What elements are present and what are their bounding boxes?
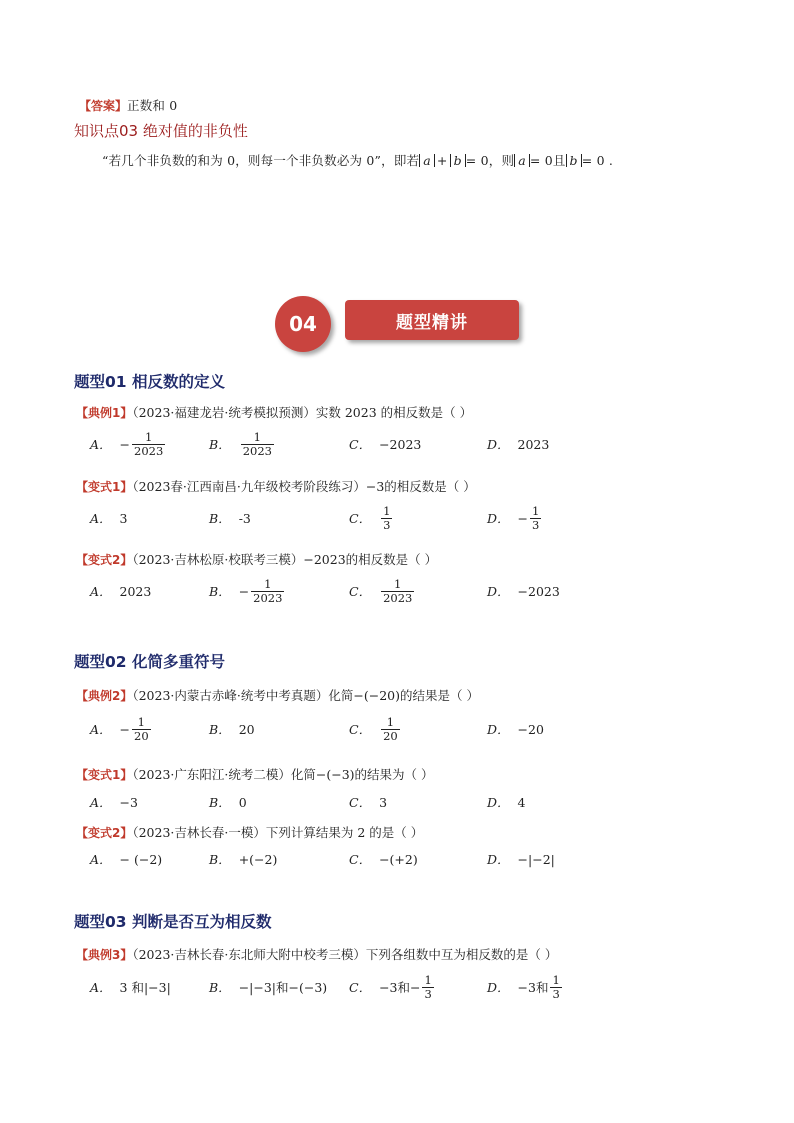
question-text: （2023·福建龙岩·统考模拟预测）实数 2023 的相反数是（ ） (132, 405, 473, 420)
fraction-numerator: 1 (144, 429, 153, 444)
answer-option[interactable] (487, 844, 555, 874)
fraction (381, 578, 414, 605)
option-letter: A． (90, 584, 112, 599)
question-tag: 【典例2】 (76, 689, 133, 703)
fraction-denominator: 2023 (383, 590, 413, 605)
fraction-numerator: 1 (264, 576, 272, 591)
abs-b2: b (566, 154, 582, 167)
abs-b: b (450, 154, 466, 167)
option-value: 3 和|−3| (119, 980, 171, 995)
question-tag: 【变式1】 (76, 480, 133, 494)
question-stem (76, 765, 434, 783)
knowledge-point-title: 知识点03 绝对值的非负性 (74, 122, 248, 140)
question-stem (76, 823, 423, 841)
fraction-denominator: 3 (424, 986, 432, 1001)
question-stem (76, 550, 437, 568)
fraction-denominator: 20 (134, 728, 149, 743)
option-prefix: − (119, 436, 131, 452)
answer-text: 正数和 0 (127, 98, 178, 113)
question-text: （2023春·江西南昌·九年级校考阶段练习）−3的相反数是（ ） (132, 479, 476, 494)
kp-eq0: = 0，则 (465, 153, 515, 168)
kp-end: = 0 . (581, 153, 614, 168)
option-letter: D． (487, 584, 510, 599)
question-stem (76, 403, 472, 421)
answer-option[interactable] (487, 787, 525, 817)
option-letter: A． (90, 722, 112, 737)
question-text: （2023·广东阳江·统考二模）化简−(−3)的结果为（ ） (132, 767, 434, 782)
question-tag: 【变式1】 (76, 768, 133, 782)
section-title: 题型03 判断是否互为相反数 (74, 913, 272, 931)
option-letter: A． (90, 980, 112, 995)
answer-option[interactable] (90, 787, 138, 817)
fraction-numerator: 1 (532, 503, 540, 518)
fraction-numerator: 1 (552, 972, 560, 987)
option-value: −|−2| (517, 851, 555, 867)
question-text: （2023·吉林松原·校联考三模）−2023的相反数是（ ） (132, 552, 438, 567)
question-stem (76, 945, 557, 963)
kp-plus: + (436, 153, 448, 168)
fraction-denominator: 20 (383, 728, 398, 743)
kp-eq0b: = 0且 (529, 153, 566, 168)
section-banner (345, 300, 519, 340)
answer-option[interactable] (487, 714, 544, 744)
option-letter: C． (349, 722, 372, 737)
option-value: −(+2) (379, 851, 418, 867)
fraction (241, 431, 274, 458)
section-number-badge (275, 296, 331, 352)
answer-option[interactable] (209, 429, 276, 459)
option-prefix: − (119, 721, 131, 737)
answer-option[interactable] (487, 576, 560, 606)
option-value: 3 (119, 510, 128, 526)
answer-option[interactable] (90, 844, 162, 874)
question-tag: 【典例3】 (76, 948, 133, 962)
option-prefix: −3和− (379, 980, 421, 995)
option-value: +(−2) (238, 851, 278, 867)
knowledge-point-body (102, 151, 613, 169)
answer-option[interactable] (90, 429, 167, 459)
option-letter: B． (209, 980, 231, 995)
abs-a2: a (514, 154, 530, 167)
fraction-denominator: 2023 (253, 590, 283, 605)
question-stem (76, 686, 479, 704)
fraction (381, 716, 400, 743)
option-letter: D． (487, 980, 510, 995)
option-letter: A． (90, 437, 112, 452)
kp-text: “若几个非负数的和为 0，则每一个非负数必为 0”，即若 (102, 153, 420, 168)
fraction-denominator: 2023 (134, 443, 164, 458)
answer-option[interactable] (90, 972, 171, 1002)
option-value: − (−2) (119, 851, 163, 867)
option-value: −|−3|和−(−3) (238, 980, 328, 995)
fraction (530, 505, 541, 532)
option-letter: A． (90, 511, 112, 526)
question-tag: 【典例1】 (76, 406, 133, 420)
option-letter: C． (349, 584, 372, 599)
option-letter: D． (487, 722, 510, 737)
answer-option[interactable] (487, 503, 543, 533)
answer-option[interactable] (349, 503, 394, 533)
answer-option[interactable] (90, 714, 153, 744)
fraction-numerator: 1 (137, 714, 145, 729)
option-value: 2023 (119, 583, 152, 599)
option-letter: B． (209, 795, 231, 810)
option-value: 3 (379, 794, 388, 810)
option-letter: C． (349, 437, 372, 452)
option-letter: C． (349, 795, 372, 810)
option-value: 2023 (517, 436, 550, 452)
answer-option[interactable] (487, 429, 549, 459)
fraction-denominator: 2023 (242, 443, 272, 458)
fraction-numerator: 1 (424, 972, 432, 987)
section-title: 题型02 化简多重符号 (74, 653, 225, 671)
section-title: 题型01 相反数的定义 (74, 373, 225, 391)
answer-option[interactable] (209, 503, 251, 533)
option-value: 20 (238, 721, 255, 737)
fraction-numerator: 1 (394, 576, 402, 591)
fraction-numerator: 1 (386, 714, 395, 729)
option-letter: A． (90, 852, 112, 867)
fraction-denominator: 3 (383, 517, 391, 532)
answer-option[interactable] (349, 714, 402, 744)
option-value: −2023 (517, 583, 560, 599)
fraction (132, 431, 165, 458)
fraction (381, 505, 392, 532)
fraction (132, 716, 151, 743)
option-letter: D． (487, 511, 510, 526)
question-tag: 【变式2】 (76, 826, 133, 840)
option-value: −20 (517, 721, 544, 737)
option-letter: D． (487, 437, 510, 452)
answer-option[interactable] (209, 576, 286, 606)
option-letter: B． (209, 584, 231, 599)
answer-option[interactable] (90, 576, 151, 606)
question-tag: 【变式2】 (76, 553, 133, 567)
option-letter: C． (349, 980, 372, 995)
answer-option[interactable] (209, 714, 255, 744)
option-letter: A． (90, 795, 112, 810)
option-value: -3 (238, 510, 251, 526)
answer-option[interactable] (90, 503, 127, 533)
fraction-denominator: 3 (532, 517, 540, 532)
option-letter: C． (349, 852, 372, 867)
answer-option[interactable] (349, 787, 387, 817)
section-number: 04 (289, 312, 317, 336)
option-letter: C． (349, 511, 372, 526)
fraction-denominator: 3 (552, 986, 560, 1001)
answer-option[interactable] (349, 576, 416, 606)
answer-option[interactable] (209, 844, 277, 874)
answer-option[interactable] (487, 972, 564, 1002)
option-prefix: −3和 (517, 980, 549, 995)
option-prefix: − (517, 510, 529, 526)
answer-option[interactable] (209, 972, 327, 1002)
answer-line (79, 96, 177, 114)
option-letter: B． (209, 511, 231, 526)
fraction (422, 974, 433, 1001)
answer-option[interactable] (349, 429, 421, 459)
fraction-numerator: 1 (383, 503, 391, 518)
option-letter: B． (209, 722, 231, 737)
fraction (550, 974, 561, 1001)
answer-option[interactable] (349, 844, 418, 874)
question-stem (76, 477, 476, 495)
fraction-numerator: 1 (253, 429, 261, 444)
option-value: −3 (119, 794, 138, 810)
abs-a: a (419, 154, 435, 167)
option-value: 4 (517, 794, 526, 810)
option-letter: D． (487, 852, 510, 867)
option-prefix: − (238, 583, 250, 599)
fraction (251, 578, 284, 605)
answer-tag: 【答案】 (79, 99, 128, 113)
section-banner-label: 题型精讲 (396, 312, 468, 333)
question-text: （2023·内蒙古赤峰·统考中考真题）化简−(−20)的结果是（ ） (132, 688, 479, 703)
question-text: （2023·吉林长春·一模）下列计算结果为 2 的是（ ） (132, 825, 424, 840)
option-value: 0 (238, 794, 247, 810)
option-letter: B． (209, 852, 231, 867)
option-letter: B． (209, 437, 231, 452)
answer-option[interactable] (209, 787, 247, 817)
option-value: −2023 (379, 436, 422, 452)
option-letter: D． (487, 795, 510, 810)
question-text: （2023·吉林长春·东北师大附中校考三模）下列各组数中互为相反数的是（ ） (132, 947, 558, 962)
answer-option[interactable] (349, 972, 436, 1002)
